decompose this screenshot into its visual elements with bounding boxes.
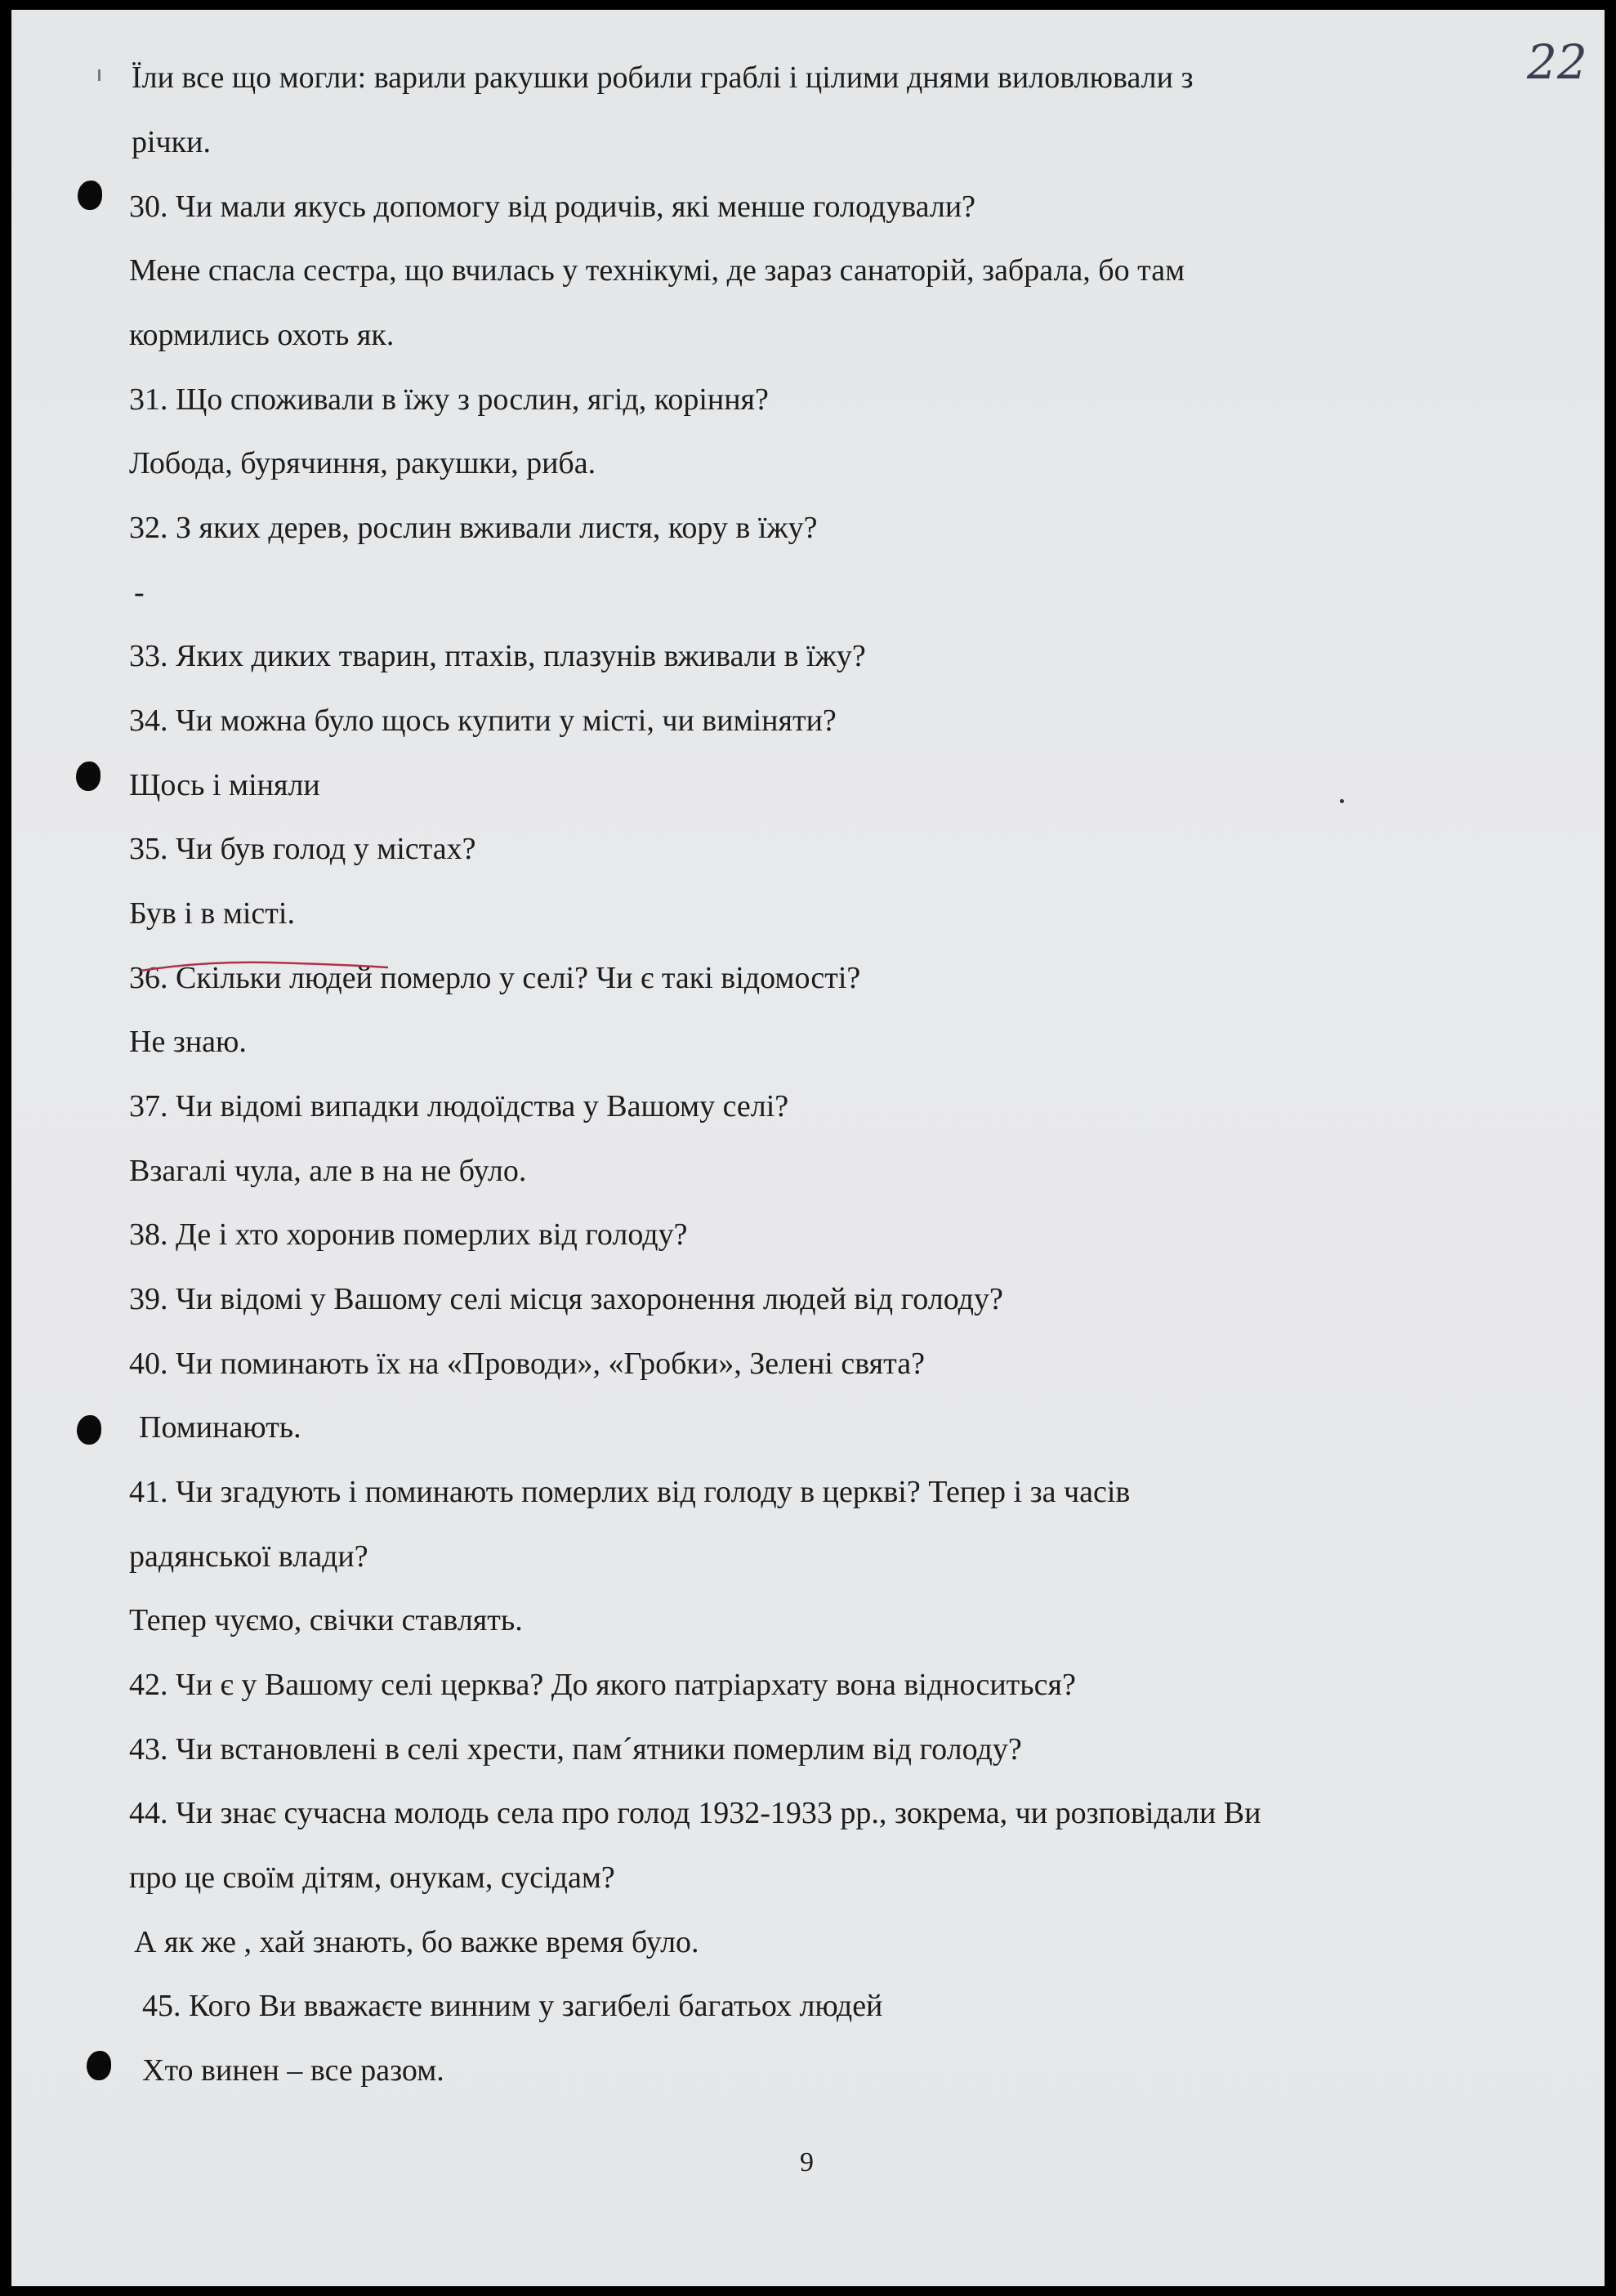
answer-line: Був і в місті. (129, 896, 295, 931)
answer-line: Не знаю. (129, 1025, 247, 1059)
question-line: 38. Де і хто хоронив померлих від голоду? (129, 1217, 688, 1252)
question-line: 30. Чи мали якусь допомогу від родичів, які менше голодували? (129, 190, 976, 224)
answer-line: - (134, 575, 145, 610)
answer-line: А як же , хай знають, бо важке время було. (134, 1925, 699, 1959)
answer-line: Взагалі чула, але в на не було. (129, 1154, 527, 1188)
question-line: 32. З яких дерев, рослин вживали листя, кору в їжу? (129, 511, 818, 545)
text-line: Їли все що могли: варили ракушки робили граблі і цілими днями виловлювали з (132, 60, 1194, 95)
question-line: про це своїм дітям, онукам, сусідам? (129, 1860, 615, 1895)
paper-sheet (11, 10, 1605, 2286)
question-line: 39. Чи відомі у Вашому селі місця захоронення людей від голоду? (129, 1282, 1003, 1316)
question-line: 40. Чи поминають їх на «Проводи», «Гробки», Зелені свята? (129, 1347, 925, 1381)
question-line: 34. Чи можна було щось купити у місті, чи виміняти? (129, 704, 837, 738)
ink-dot (1340, 799, 1344, 803)
folio-number: 22 (1527, 34, 1587, 90)
answer-line: Мене спасла сестра, що вчилась у технікумі, де зараз санаторій, забрала, бо там (129, 253, 1185, 288)
question-line: 36. Скільки людей померло у селі? Чи є такі відомості? (129, 961, 861, 995)
question-line: 43. Чи встановлені в селі хрести, пам´ятники померлим від голоду? (129, 1732, 1022, 1767)
question-line: 31. Що споживали в їжу з рослин, ягід, коріння? (129, 382, 769, 417)
question-line: 33. Яких диких тварин, птахів, плазунів вживали в їжу? (129, 639, 866, 673)
answer-line: кормились охоть як. (129, 318, 395, 352)
answer-line: Лобода, бурячиння, ракушки, риба. (129, 446, 596, 480)
question-line: 45. Кого Ви вважаєте винним у загибелі багатьох людей (142, 1989, 883, 2023)
red-pen-underline (139, 953, 392, 977)
text-line: річки. (132, 125, 211, 159)
question-line: радянської влади? (129, 1539, 368, 1574)
answer-line: Поминають. (139, 1410, 301, 1445)
punch-hole (87, 2051, 111, 2080)
answer-line: Тепер чуємо, свічки ставлять. (129, 1603, 523, 1637)
punch-hole (76, 762, 100, 791)
answer-line: Хто винен – все разом. (142, 2053, 444, 2088)
page-number: 9 (800, 2147, 814, 2178)
answer-line: Щось і міняли (129, 768, 320, 802)
punch-hole (78, 181, 102, 210)
question-line: 44. Чи знає сучасна молодь села про голод 1932-1933 рр., зокрема, чи розповідали Ви (129, 1796, 1261, 1830)
question-line: 42. Чи є у Вашому селі церква? До якого патріархату вона відноситься? (129, 1668, 1076, 1702)
question-line: 41. Чи згадують і поминають померлих від голоду в церкві? Тепер і за часів (129, 1475, 1131, 1509)
text-body (11, 10, 1605, 2286)
question-line: 35. Чи був голод у містах? (129, 832, 476, 866)
question-line: 37. Чи відомі випадки людоїдства у Вашому селі? (129, 1089, 789, 1123)
punch-hole (77, 1415, 101, 1445)
